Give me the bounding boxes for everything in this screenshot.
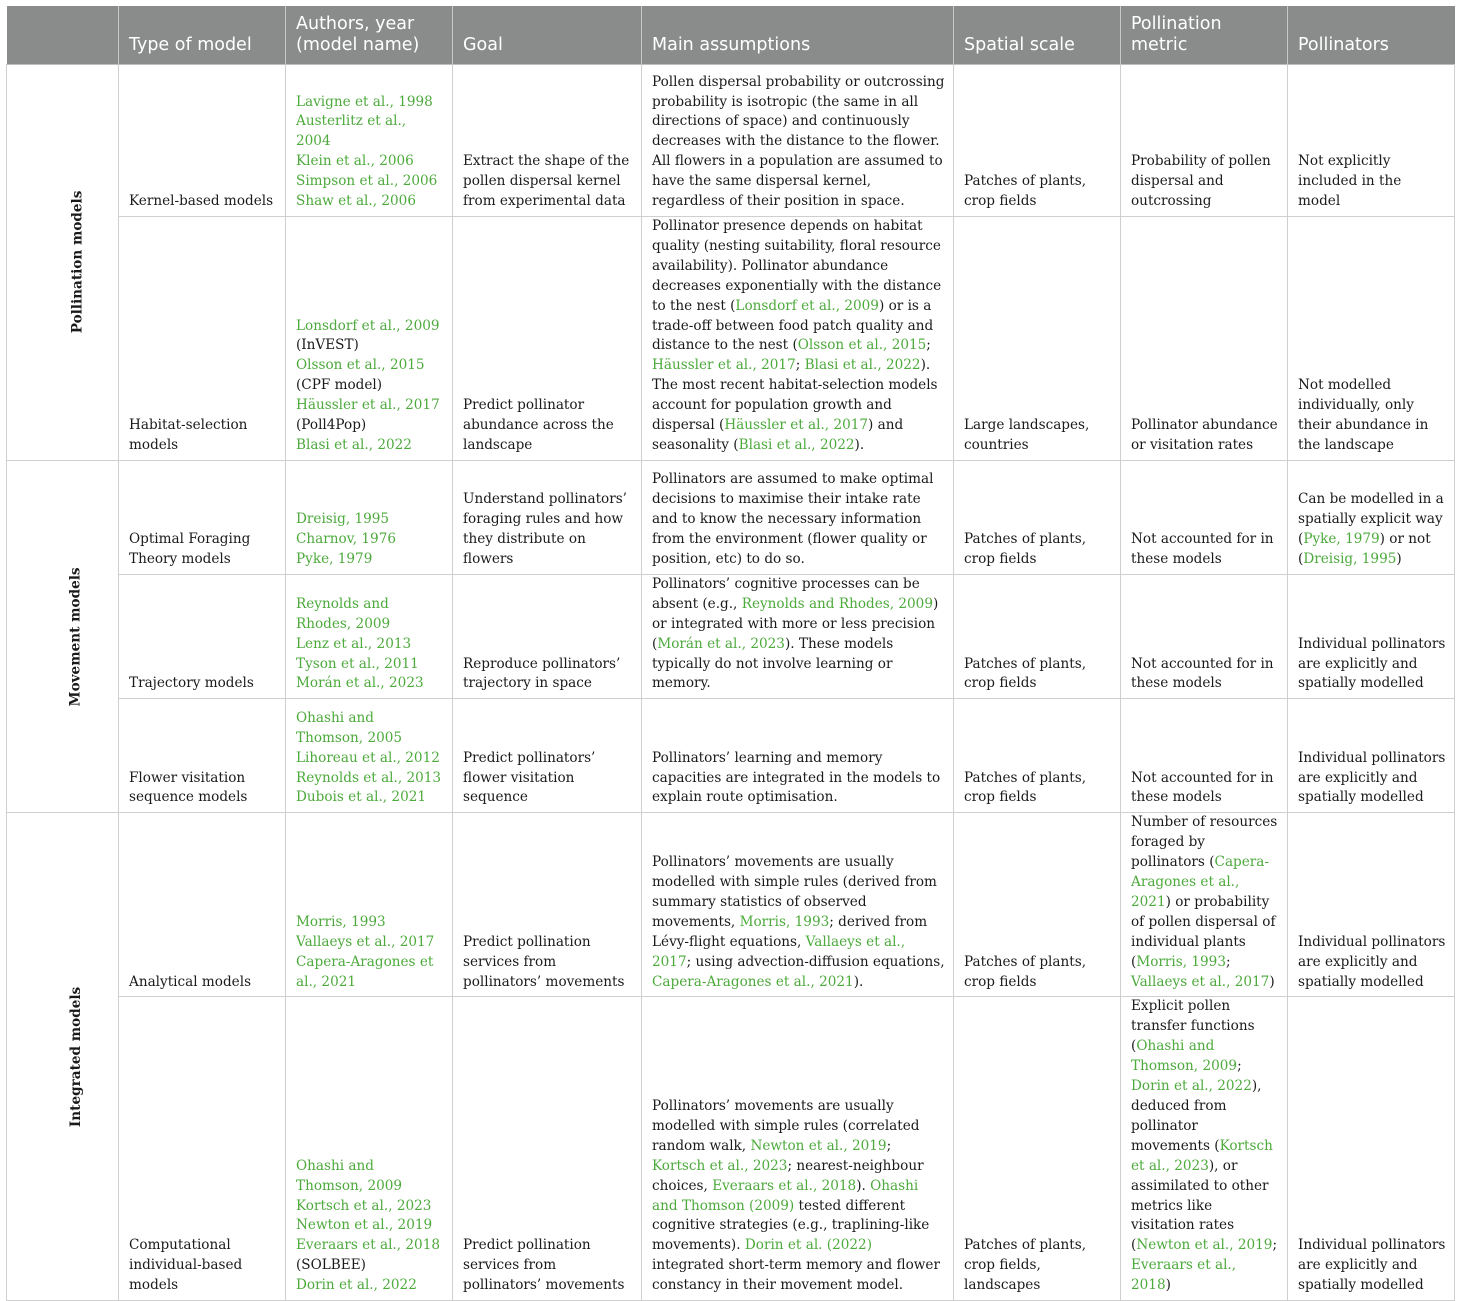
authors-cell — [286, 813, 453, 997]
text-run: Not accounted for in these models — [1131, 769, 1274, 806]
citation-link[interactable]: Capera-Aragones et al., 2021 — [296, 953, 434, 990]
citation-link[interactable]: Vallaeys et al., 2017 — [1131, 973, 1270, 990]
text-run: ). — [856, 1177, 871, 1194]
citation-link[interactable]: Newton et al., 2019 — [750, 1137, 887, 1154]
citation-link[interactable]: Vallaeys et al., 2017 — [296, 933, 435, 950]
pollination-metric-cell — [1121, 217, 1288, 461]
text-run: ) or integrated with more or less precision ( — [652, 595, 939, 652]
citation-link[interactable]: Capera-Aragones et al., 2021 — [652, 973, 854, 990]
text-run: ; — [886, 1137, 892, 1154]
author-entry — [296, 913, 444, 933]
spatial-scale-cell: Patches of plants, crop fields, landscapes — [954, 997, 1121, 1301]
text-run: ; — [1272, 1237, 1278, 1254]
spatial-scale-cell: Patches of plants, crop fields — [954, 460, 1121, 574]
table-body — [7, 65, 1455, 1301]
type-of-model-cell: Computational individual-based models — [119, 997, 286, 1301]
text-run: ; nearest-neighbour choices, — [652, 1157, 924, 1194]
citation-link[interactable]: Morris, 1993 — [739, 913, 830, 930]
authors-cell — [286, 997, 453, 1301]
goal-cell: Reproduce pollinators’ trajectory in space — [453, 574, 642, 698]
pollinators-cell — [1288, 997, 1455, 1301]
pollination-metric-cell — [1121, 460, 1288, 574]
pollinators-cell — [1288, 217, 1455, 461]
spatial-scale-cell: Patches of plants, crop fields — [954, 699, 1121, 813]
type-of-model-cell: Kernel-based models — [119, 65, 286, 217]
assumptions-cell — [642, 813, 954, 997]
goal-cell: Predict pollinator abundance across the landscape — [453, 217, 642, 461]
author-entry — [296, 152, 444, 172]
text-run: ; — [795, 357, 805, 374]
citation-link[interactable]: Kortsch et al., 2023 — [296, 1197, 432, 1214]
author-entry — [296, 1236, 444, 1276]
citation-link[interactable]: Lenz et al., 2013 — [296, 635, 412, 652]
type-of-model-cell: Trajectory models — [119, 574, 286, 698]
citation-link[interactable]: Olsson et al., 2015 — [797, 337, 927, 354]
citation-link[interactable]: Everaars et al., 2018 — [1131, 1257, 1237, 1294]
citation-link[interactable]: Austerlitz et al., 2004 — [296, 113, 407, 150]
pollination-metric-cell — [1121, 813, 1288, 997]
text-run: ) and seasonality ( — [652, 417, 904, 453]
text-run: ) or probability of pollen dispersal of individual plants ( — [1131, 893, 1276, 970]
text-run: integrated short-term memory and flower constancy in their movement model. — [652, 1257, 940, 1294]
author-entry — [296, 709, 444, 749]
citation-link[interactable]: Pyke, 1979 — [1303, 531, 1380, 548]
header-pollination-metric: Pollination metric — [1121, 6, 1288, 65]
citation-link[interactable]: Kortsch et al., 2023 — [652, 1157, 788, 1174]
pollination-metric-cell — [1121, 699, 1288, 813]
type-of-model-cell: Analytical models — [119, 813, 286, 997]
author-entry — [296, 769, 444, 789]
text-run: tested different cognitive strategies (e.g., traplining-like movements). — [652, 1197, 930, 1254]
citation-link[interactable]: Lihoreau et al., 2012 — [296, 749, 440, 766]
author-entry — [296, 635, 444, 655]
pollination-metric-cell — [1121, 65, 1288, 217]
citation-link[interactable]: Morris, 1993 — [296, 913, 386, 930]
text-run: (CPF model) — [296, 377, 383, 394]
author-entry — [296, 172, 444, 192]
author-entry — [296, 530, 444, 550]
models-table — [6, 6, 1455, 1301]
citation-link[interactable]: Häussler et al., 2017 — [652, 357, 796, 374]
spatial-scale-cell: Patches of plants, crop fields — [954, 574, 1121, 698]
text-run: Can be modelled in a spatially explicit way ( — [1298, 491, 1444, 548]
spatial-scale-cell: Large landscapes, countries — [954, 217, 1121, 461]
goal-cell: Predict pollination services from pollinators’ movements — [453, 813, 642, 997]
citation-link[interactable]: Shaw et al., 2006 — [296, 193, 416, 210]
citation-link[interactable]: Dorin et al., 2022 — [1131, 1078, 1252, 1095]
citation-link[interactable]: Newton et al., 2019 — [1136, 1237, 1273, 1254]
text-run: ) or is a trade-off between food patch quality and distance to the nest ( — [652, 297, 934, 354]
goal-cell: Predict pollinators’ flower visitation sequence — [453, 699, 642, 813]
author-entry — [296, 1157, 444, 1197]
citation-link[interactable]: Klein et al., 2006 — [296, 153, 414, 170]
goal-cell: Understand pollinators’ foraging rules and how they distribute on flowers — [453, 460, 642, 574]
type-of-model-cell: Flower visitation sequence models — [119, 699, 286, 813]
text-run: ), deduced from pollinator movements ( — [1131, 1078, 1262, 1154]
text-run: ) or not ( — [1298, 531, 1431, 567]
header-pollinators: Pollinators — [1288, 6, 1455, 65]
type-of-model-cell: Optimal Foraging Theory models — [119, 460, 286, 574]
citation-link[interactable]: Vallaeys et al., 2017 — [652, 933, 906, 970]
citation-link[interactable]: Blasi et al., 2022 — [296, 436, 412, 453]
models-table-container — [6, 6, 1454, 1301]
text-run: ). These models typically do not involve learning or memory. — [652, 635, 894, 692]
table-row — [7, 217, 1455, 461]
text-run: ; derived from Lévy-flight equations, — [652, 913, 928, 950]
group-label-cell — [7, 65, 119, 461]
citation-link[interactable]: Everaars et al., 2018 — [296, 1237, 440, 1254]
author-entry — [296, 317, 444, 357]
table-row — [7, 574, 1455, 698]
citation-link[interactable]: Häussler et al., 2017 — [724, 417, 869, 434]
citation-link[interactable]: Simpson et al., 2006 — [296, 173, 438, 190]
text-run: Individual pollinators are explicitly and spatially modelled — [1298, 635, 1446, 692]
author-entry — [296, 510, 444, 530]
authors-cell — [286, 574, 453, 698]
author-entry — [296, 192, 444, 212]
type-of-model-cell: Habitat-selection models — [119, 217, 286, 461]
citation-link[interactable]: Ohashi and Thomson, 2005 — [296, 709, 403, 746]
text-run: Not explicitly included in the model — [1298, 153, 1402, 210]
citation-link[interactable]: Olsson et al., 2015 — [296, 357, 425, 374]
citation-link[interactable]: Newton et al., 2019 — [296, 1217, 433, 1234]
citation-link[interactable]: Ohashi and Thomson (2009) — [652, 1177, 919, 1214]
author-entry — [296, 953, 444, 993]
pollinators-cell — [1288, 460, 1455, 574]
spatial-scale-cell: Patches of plants, crop fields — [954, 813, 1121, 997]
citation-link[interactable]: Reynolds et al., 2013 — [296, 769, 442, 786]
group-label-cell — [7, 460, 119, 812]
citation-link[interactable]: Ohashi and Thomson, 2009 — [296, 1157, 403, 1194]
author-entry — [296, 1197, 444, 1217]
citation-link[interactable]: Morán et al., 2023 — [657, 635, 785, 652]
header-main-assumptions: Main assumptions — [642, 6, 954, 65]
assumptions-cell — [642, 217, 954, 461]
assumptions-cell — [642, 65, 954, 217]
table-row — [7, 997, 1455, 1301]
text-run: ). The most recent habitat-selection models account for population growth and dispersal ( — [652, 357, 938, 434]
citation-link[interactable]: Pyke, 1979 — [296, 550, 373, 567]
citation-link[interactable]: Dreisig, 1995 — [296, 511, 390, 528]
table-row — [7, 65, 1455, 217]
text-run: (SOLBEE) — [296, 1257, 366, 1274]
assumptions-cell — [642, 574, 954, 698]
citation-link[interactable]: Lonsdorf et al., 2009 — [296, 317, 440, 334]
citation-link[interactable]: Morris, 1993 — [1136, 953, 1226, 970]
citation-link[interactable]: Lonsdorf et al., 2009 — [735, 297, 879, 314]
authors-cell — [286, 460, 453, 574]
text-run: Individual pollinators are explicitly and spatially modelled — [1298, 1237, 1446, 1294]
header-goal: Goal — [453, 6, 642, 65]
author-entry — [296, 749, 444, 769]
text-run: Pollinators’ learning and memory capacities are integrated in the models to explain route optimisation. — [652, 749, 941, 806]
author-entry — [296, 655, 444, 675]
citation-link[interactable]: Everaars et al., 2018 — [712, 1177, 857, 1194]
text-run: Not modelled individually, only their abundance in the landscape — [1298, 377, 1429, 453]
citation-link[interactable]: Dreisig, 1995 — [1303, 550, 1397, 567]
author-entry — [296, 396, 444, 436]
text-run: Pollinators’ movements are usually modelled with simple rules (derived from summary statistics of observed movements, — [652, 854, 937, 930]
citation-link[interactable]: Morán et al., 2023 — [296, 675, 424, 692]
author-entry — [296, 933, 444, 953]
author-entry — [296, 674, 444, 694]
text-run: ) — [1165, 1277, 1171, 1294]
authors-cell — [286, 699, 453, 813]
text-run: Number of resources foraged by pollinators ( — [1131, 814, 1278, 871]
pollinators-cell — [1288, 574, 1455, 698]
header-category — [7, 6, 119, 65]
header-spatial-scale: Spatial scale — [954, 6, 1121, 65]
citation-link[interactable]: Charnov, 1976 — [296, 531, 397, 548]
text-run: (Poll4Pop) — [296, 417, 367, 434]
table-row — [7, 699, 1455, 813]
citation-link[interactable]: Ohashi and Thomson, 2009 — [1131, 1038, 1238, 1075]
assumptions-cell — [642, 460, 954, 574]
goal-cell: Extract the shape of the pollen dispersal kernel from experimental data — [453, 65, 642, 217]
text-run: Not accounted for in these models — [1131, 531, 1274, 567]
author-entry — [296, 595, 444, 635]
text-run: (InVEST) — [296, 337, 359, 354]
pollinators-cell — [1288, 813, 1455, 997]
text-run: ) — [1396, 550, 1402, 567]
citation-link[interactable]: Blasi et al., 2022 — [738, 436, 855, 453]
author-entry — [296, 788, 444, 808]
citation-link[interactable]: Blasi et al., 2022 — [804, 357, 921, 374]
author-entry — [296, 356, 444, 396]
citation-link[interactable]: Lavigne et al., 1998 — [296, 93, 433, 110]
assumptions-cell — [642, 699, 954, 813]
citation-link[interactable]: Dubois et al., 2021 — [296, 789, 427, 806]
citation-link[interactable]: Tyson et al., 2011 — [296, 655, 419, 672]
authors-cell — [286, 217, 453, 461]
table-row — [7, 813, 1455, 997]
author-entry — [296, 1276, 444, 1296]
text-run: Not accounted for in these models — [1131, 655, 1274, 692]
author-entry — [296, 93, 444, 113]
group-label: Integrated models — [68, 986, 85, 1127]
author-entry — [296, 1216, 444, 1236]
text-run: Pollinators’ movements are usually modelled with simple rules (correlated random walk, — [652, 1098, 920, 1154]
author-entry — [296, 112, 444, 152]
text-run: ; — [1237, 1058, 1242, 1075]
text-run: Pollinator abundance or visitation rates — [1131, 417, 1278, 453]
text-run: Pollinators are assumed to make optimal decisions to maximise their intake rate and to know the necessary information from the environment (flower quality or position, etc) to do so. — [652, 471, 934, 567]
text-run: Individual pollinators are explicitly and spatially modelled — [1298, 749, 1446, 806]
spatial-scale-cell: Patches of plants, crop fields — [954, 65, 1121, 217]
citation-link[interactable]: Capera-Aragones et al., 2021 — [1131, 854, 1269, 910]
text-run: ; using advection-diffusion equations, — [686, 953, 945, 970]
citation-link[interactable]: Kortsch et al., 2023 — [1131, 1137, 1273, 1174]
text-run: Pollinator presence depends on habitat quality (nesting suitability, floral resource availability). Pollinator abundance decreases exponentially with the distance to the nest ( — [652, 218, 942, 314]
pollination-metric-cell — [1121, 997, 1288, 1301]
header-type-of-model: Type of model — [119, 6, 286, 65]
group-label-cell — [7, 813, 119, 1301]
table-row — [7, 460, 1455, 574]
citation-link[interactable]: Dorin et al., 2022 — [296, 1277, 417, 1294]
author-entry — [296, 550, 444, 570]
header-authors-year: Authors, year (model name) — [286, 6, 453, 65]
author-entry — [296, 436, 444, 456]
header-row — [7, 6, 1455, 65]
text-run: ). — [854, 436, 865, 453]
authors-cell — [286, 65, 453, 217]
text-run: ; — [926, 337, 931, 354]
group-label: Movement models — [67, 567, 84, 707]
text-run: ) — [1269, 973, 1275, 990]
text-run: Pollinators’ cognitive processes can be absent (e.g., — [652, 575, 920, 612]
citation-link[interactable]: Reynolds and Rhodes, 2009 — [741, 595, 933, 612]
assumptions-cell — [642, 997, 954, 1301]
pollinators-cell — [1288, 699, 1455, 813]
text-run: Explicit pollen transfer functions ( — [1131, 998, 1255, 1055]
group-label: Pollination models — [69, 191, 86, 334]
text-run: ). — [853, 973, 864, 990]
text-run: Individual pollinators are explicitly and spatially modelled — [1298, 933, 1446, 990]
text-run: ), or assimilated to other metrics like visitation rates ( — [1131, 1157, 1269, 1254]
citation-link[interactable]: Reynolds and Rhodes, 2009 — [296, 595, 391, 632]
text-run: ; — [1225, 953, 1231, 970]
pollinators-cell — [1288, 65, 1455, 217]
citation-link[interactable]: Häussler et al., 2017 — [296, 397, 440, 414]
pollination-metric-cell — [1121, 574, 1288, 698]
citation-link[interactable]: Dorin et al. (2022) — [744, 1237, 873, 1254]
text-run: Pollen dispersal probability or outcrossing probability is isotropic (the same in all directions of space) and continuously decreases with the distance to the flower. All flowers in a population are assumed to have the same dispersal kernel, regardless of their position in space. — [652, 73, 945, 210]
text-run: Probability of pollen dispersal and outcrossing — [1131, 153, 1271, 210]
goal-cell: Predict pollination services from pollinators’ movements — [453, 997, 642, 1301]
